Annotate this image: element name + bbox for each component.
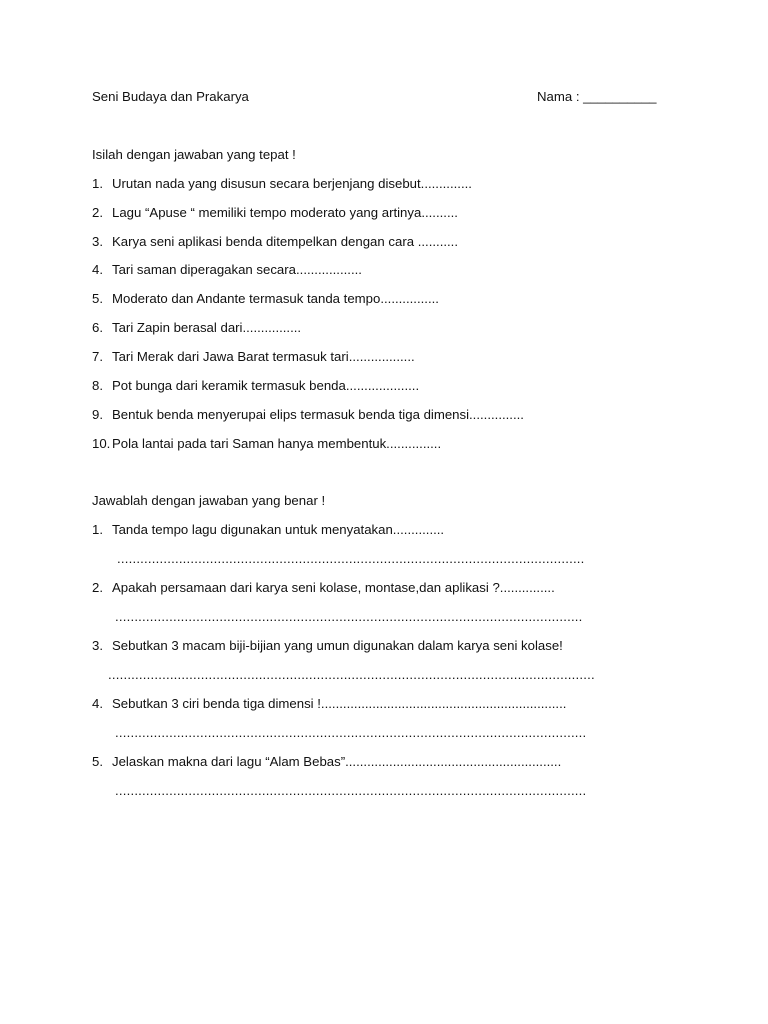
question-text: Lagu “Apuse “ memiliki tempo moderato yang artinya.......... <box>112 205 458 220</box>
question-text: Urutan nada yang disusun secara berjenjang disebut.............. <box>112 176 472 191</box>
question-text: Moderato dan Andante termasuk tanda tempo................ <box>112 291 439 306</box>
question-number: 3. <box>92 234 103 249</box>
section-a-question <box>92 176 472 192</box>
answer-line: .......................................................................................................................... <box>115 725 587 740</box>
question-number: 2. <box>92 580 103 595</box>
question-number: 7. <box>92 349 103 364</box>
question-number: 6. <box>92 320 103 335</box>
question-number: 1. <box>92 522 103 537</box>
question-number: 3. <box>92 638 103 653</box>
subject-title: Seni Budaya dan Prakarya <box>92 89 249 104</box>
question-text: Sebutkan 3 macam biji-bijian yang umun digunakan dalam karya seni kolase! <box>112 638 563 653</box>
section-a-question <box>92 436 441 452</box>
section-a-question <box>92 378 419 394</box>
question-text: Tari Merak dari Jawa Barat termasuk tari.................. <box>112 349 415 364</box>
question-text: Tari Zapin berasal dari................ <box>112 320 302 335</box>
question-number: 4. <box>92 696 103 711</box>
question-number: 9. <box>92 407 103 422</box>
section-b-instruction: Jawablah dengan jawaban yang benar ! <box>92 493 326 508</box>
question-text: Bentuk benda menyerupai elips termasuk benda tiga dimensi............... <box>112 407 524 422</box>
section-b-question <box>92 696 566 712</box>
question-number: 8. <box>92 378 103 393</box>
section-a-question <box>92 205 458 221</box>
section-b-question <box>92 754 561 770</box>
answer-line: .......................................................................................................................... <box>115 783 587 798</box>
question-number: 10. <box>92 436 111 451</box>
question-text: Tari saman diperagakan secara.................. <box>112 262 362 277</box>
question-number: 4. <box>92 262 103 277</box>
question-text: Tanda tempo lagu digunakan untuk menyatakan.............. <box>112 522 445 537</box>
section-a-question <box>92 291 439 307</box>
question-text: Sebutkan 3 ciri benda tiga dimensi !................................................................... <box>112 696 567 711</box>
section-b-question <box>92 638 563 654</box>
question-text: Apakah persamaan dari karya seni kolase, montase,dan aplikasi ?............... <box>112 580 555 595</box>
question-text: Pot bunga dari keramik termasuk benda.................... <box>112 378 420 393</box>
question-text: Jelaskan makna dari lagu “Alam Bebas”........................................................... <box>112 754 562 769</box>
section-b-question <box>92 580 555 596</box>
section-b-question <box>92 522 444 538</box>
section-a-instruction: Isilah dengan jawaban yang tepat ! <box>92 147 296 162</box>
question-number: 2. <box>92 205 103 220</box>
section-a-question <box>92 407 524 423</box>
section-a-question <box>92 349 415 365</box>
question-number: 5. <box>92 291 103 306</box>
question-number: 5. <box>92 754 103 769</box>
question-text: Karya seni aplikasi benda ditempelkan dengan cara ........... <box>112 234 459 249</box>
answer-line: .............................................................................................................................. <box>108 667 595 682</box>
answer-line: ......................................................................................................................... <box>117 551 585 566</box>
name-field-label: Nama : __________ <box>537 89 657 104</box>
section-a-question <box>92 320 301 336</box>
answer-line: ......................................................................................................................... <box>115 609 583 624</box>
section-a-question <box>92 262 362 278</box>
question-text: Pola lantai pada tari Saman hanya membentuk............... <box>112 436 442 451</box>
question-number: 1. <box>92 176 103 191</box>
section-a-question <box>92 234 458 250</box>
